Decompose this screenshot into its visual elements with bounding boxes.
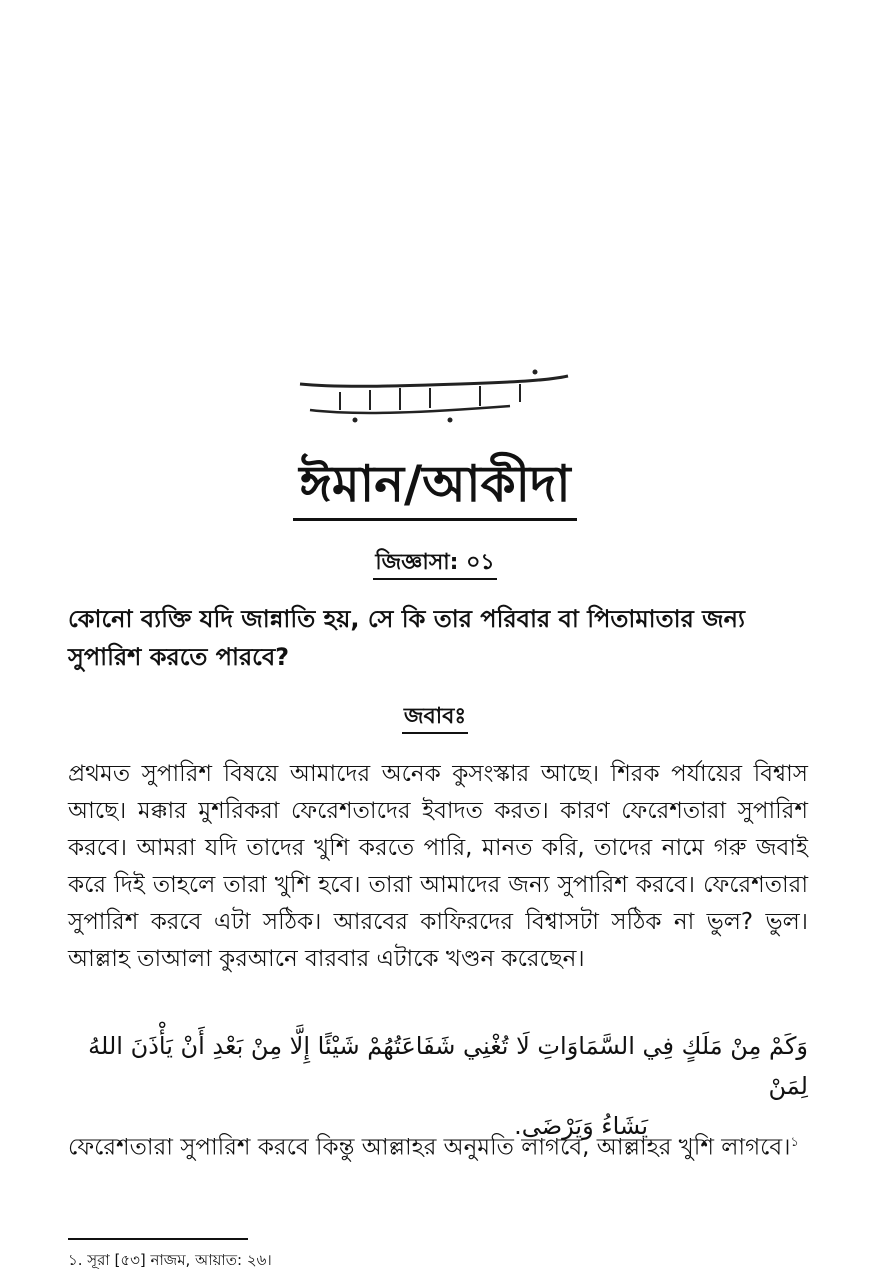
answer-paragraph-1: প্রথমত সুপারিশ বিষয়ে আমাদের অনেক কুসংস্কার আছে। শিরক পর্যায়ের বিশ্বাস আছে। মক্কার মুশরিকরা ফেরেশতাদের ইবাদত করত। কারণ ফেরেশতারা সুপারিশ করবে। আমরা যদি তাদের খুশি করতে পারি, মানত করি, তাদের নামে গরু জবাই করে দিই তাহলে তারা খুশি হবে। তারা আমাদের জন্য সুপারিশ করবে। ফেরেশতারা সুপারিশ করবে এটা সঠিক। আরবের কাফিরদের বিশ্বাসটা সঠিক না ভুল? ভুল। আল্লাহ তাআলা কুরআনে বারবার এটাকে খণ্ডন করেছেন।: [68, 761, 808, 972]
footnote-text: ১. সূরা [৫৩] নাজম, আয়াত: ২৬।: [68, 1251, 272, 1269]
question-number: জিজ্ঞাসা: ০১: [373, 548, 496, 580]
chapter-title: ঈমান/আকীদা: [293, 452, 576, 521]
footnote-divider: [68, 1238, 248, 1240]
quran-verse-line-1: وَكَمْ مِنْ مَلَكٍ فِي السَّمَاوَاتِ لَا تُغْنِي شَفَاعَتُهُمْ شَيْئًا إِلَّا مِنْ بَعْدِ أَنْ يَأْذَنَ اللهُ لِمَنْ: [88, 1032, 808, 1100]
answer-heading: জবাবঃ: [402, 702, 468, 734]
answer-heading-wrap: [0, 702, 870, 734]
quran-verse-line-2: يَشَاءُ وَيَرْضَى.: [514, 1112, 648, 1140]
answer-paragraph-2: [68, 1124, 808, 1167]
answer-paragraph-2-text: ফেরেশতারা সুপারিশ করবে কিন্তু আল্লাহর অনুমতি লাগবে, আল্লাহর খুশি লাগবে।: [68, 1134, 791, 1161]
bismillah-calligraphy-icon: [280, 362, 580, 432]
question-number-wrap: [0, 548, 870, 580]
question-text: কোনো ব্যক্তি যদি জান্নাতি হয়, সে কি তার পরিবার বা পিতামাতার জন্য সুপারিশ করতে পারবে?: [68, 605, 745, 671]
chapter-title-wrap: [0, 452, 870, 521]
bismillah-calligraphy: [280, 362, 580, 432]
footnote-marker: ১: [790, 1135, 799, 1150]
